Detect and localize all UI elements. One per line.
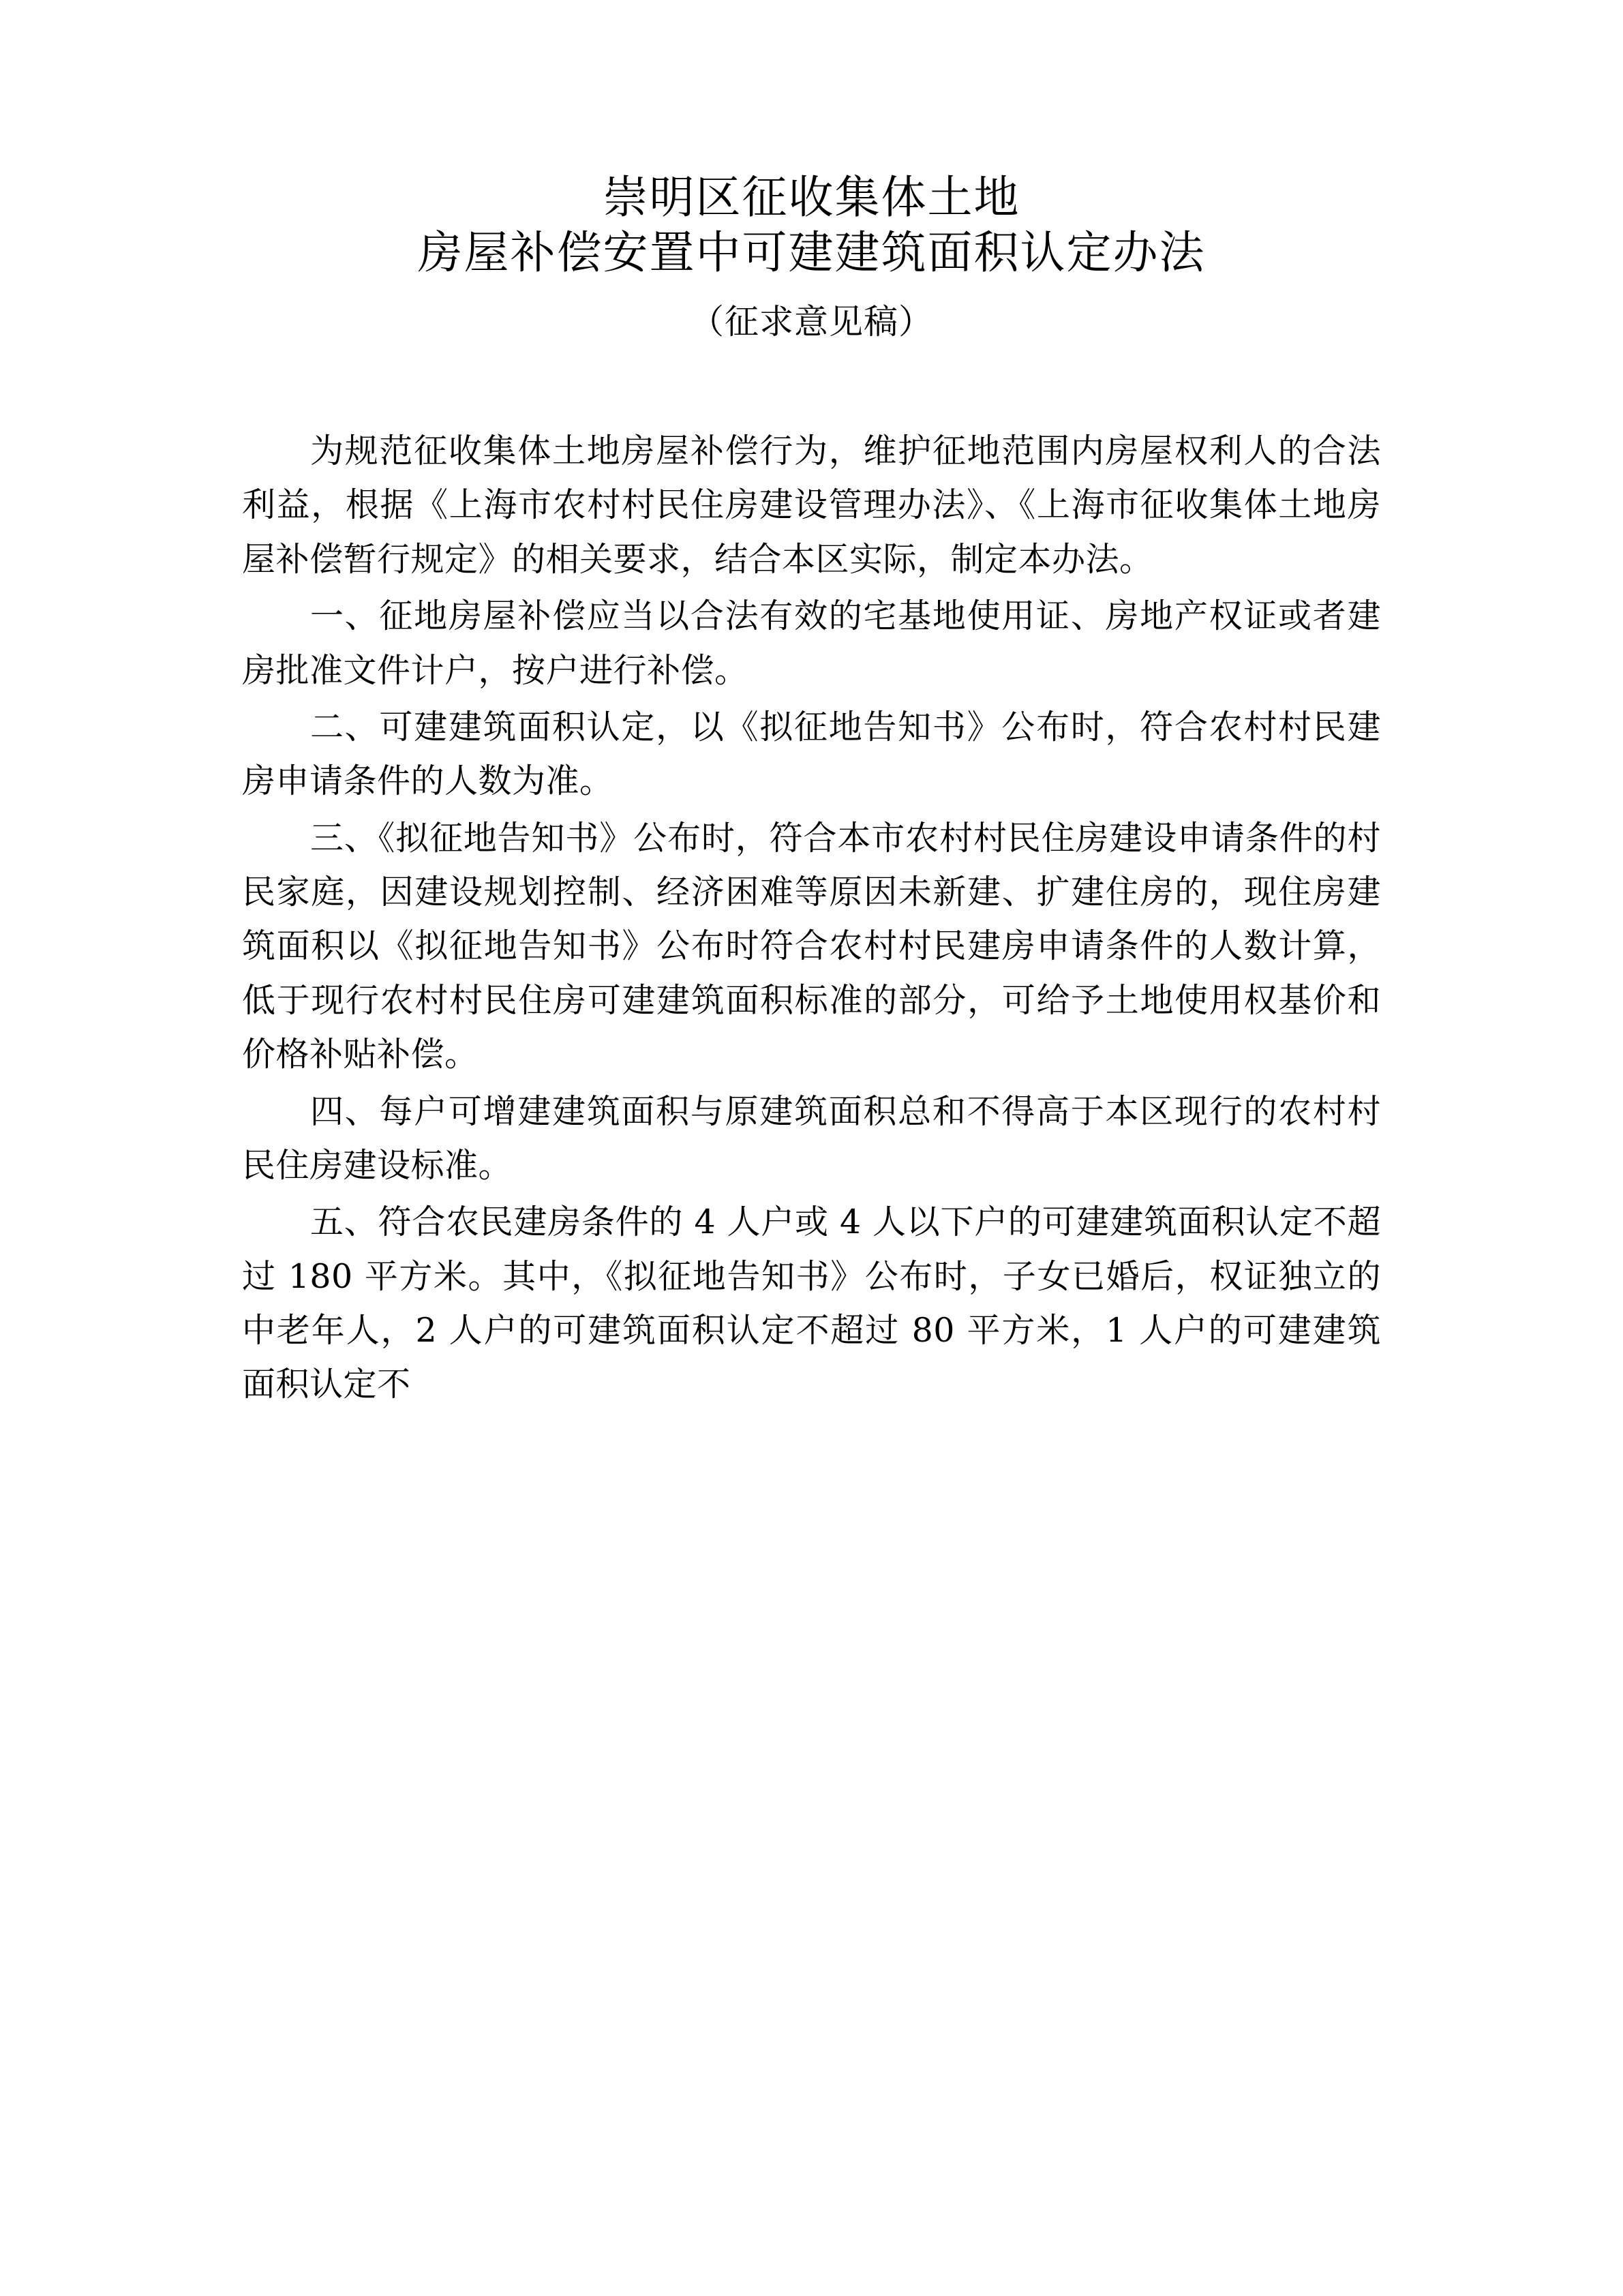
title-line-2: 房屋补偿安置中可建建筑面积认定办法 xyxy=(417,226,1206,279)
document-content xyxy=(242,424,1381,1412)
paragraph-article-5: 五、符合农民建房条件的 4 人户或 4 人以下户的可建建筑面积认定不超过 180 平方米。其中，《拟征地告知书》公布时，子女已婚后，权证独立的中老年人，2 人户的可建筑面积认定不超过 80 平方米，1 人户的可建建筑面积认定不 xyxy=(242,1203,1381,1404)
title-line-1: 崇明区征收集体土地 xyxy=(603,171,1020,224)
paragraph-article-2: 二、可建建筑面积认定，以《拟征地告知书》公布时，符合农村村民建房申请条件的人数为准。 xyxy=(242,707,1381,801)
document-subtitle: （征求意见稿） xyxy=(690,302,933,342)
document-title xyxy=(242,170,1381,280)
paragraph-article-4: 四、每户可增建建筑面积与原建筑面积总和不得高于本区现行的农村村民住房建设标准。 xyxy=(242,1091,1381,1185)
paragraph-article-3: 三、《拟征地告知书》公布时，符合本市农村村民住房建设申请条件的村民家庭，因建设规划控制、经济困难等原因未新建、扩建住房的，现住房建筑面积以《拟征地告知书》公布时符合农村村民建房申请条件的人数计算，低于现行农村村民住房可建建筑面积标准的部分，可给予土地使用权基价和价格补贴补偿。 xyxy=(242,818,1381,1074)
paragraph-article-1: 一、征地房屋补偿应当以合法有效的宅基地使用证、房地产权证或者建房批准文件计户，按户进行补偿。 xyxy=(242,596,1381,690)
paragraph-preamble: 为规范征收集体土地房屋补偿行为，维护征地范围内房屋权利人的合法利益，根据《上海市农村村民住房建设管理办法》、《上海市征收集体土地房屋补偿暂行规定》的相关要求，结合本区实际，制定本办法。 xyxy=(242,432,1381,579)
